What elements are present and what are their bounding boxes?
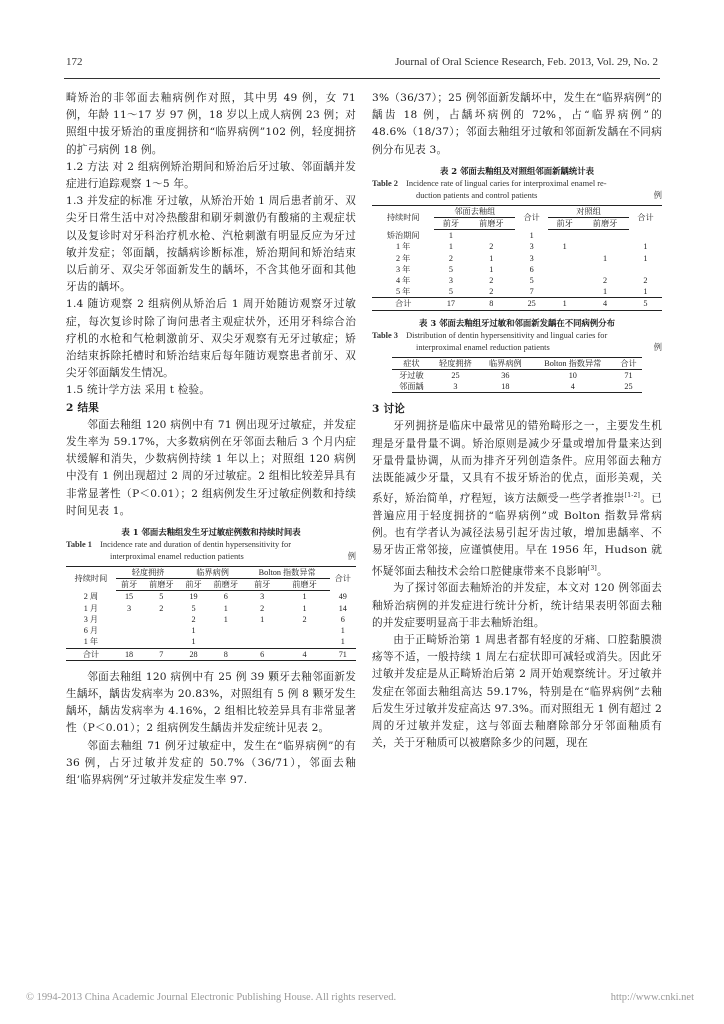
cell — [116, 625, 142, 636]
cell: 7 — [142, 648, 180, 660]
column-header: 症状 — [392, 357, 430, 369]
cell — [629, 230, 662, 242]
table-row — [372, 286, 662, 298]
cell: 合计 — [66, 648, 116, 660]
cell: 1 — [448, 231, 453, 241]
table-2-title-en-line1: Incidence rate of lingual caries for interproximal enamel re- — [406, 178, 607, 188]
paragraph — [372, 418, 662, 580]
cell: 36 — [501, 370, 510, 380]
table-total-row — [372, 298, 662, 310]
text-run: 。 — [596, 565, 608, 578]
sub-header: 前牙 — [245, 579, 280, 591]
cell: 5 — [448, 287, 453, 297]
cell: 3 — [127, 603, 132, 613]
table-1-title-en-line2: interproximal enamel reduction patients — [110, 552, 244, 562]
cell: 1 — [489, 264, 494, 274]
cell — [581, 264, 629, 275]
table-row — [392, 369, 641, 381]
cell: 1 — [191, 637, 196, 647]
section-1-5: 1.5 统计学方法 采用 t 检验。 — [66, 384, 211, 397]
section-heading-discussion: 3 讨论 — [372, 403, 406, 416]
section-1-4: 1.4 随访观察 2 组病例从矫治后 1 周开始随访观察牙过敏症，每次复诊时除了询问患者主观症状外，还用牙科综合治疗机的水枪和气枪刺激前牙、双尖牙观察有无牙过敏症；矫治结束拆除托槽时和矫治结束后每年随访观察患者前牙、双尖牙邻面龋发生情况。 — [66, 298, 356, 380]
table-2-grid — [372, 205, 662, 311]
cell — [279, 625, 329, 636]
cell: 8 — [467, 298, 515, 310]
right-column — [372, 90, 662, 752]
cell: 25 — [615, 381, 641, 393]
cell: 28 — [180, 648, 206, 660]
cell: 18 — [116, 648, 142, 660]
cell: 2 周 — [83, 592, 99, 602]
cell — [207, 625, 245, 636]
sub-header: 前牙 — [180, 579, 206, 591]
cell — [548, 264, 581, 275]
cell: 1 年 — [83, 637, 99, 647]
cell: 2 — [260, 603, 265, 613]
text-run: 。已普遍应用于轻度拥挤的“临界病例”或 Bolton 指数异常病例。也有学者认为减径法易引起牙齿过敏，增加患龋率、不易牙齿正常邻接，应谨慎使用。早在 1956 年，Hudson 就怀疑邻面去釉技术会给口腔健康带来不良影响 — [372, 492, 662, 578]
journal-citation: Journal of Oral Science Research, Feb. 2013, Vol. 29, No. 2 — [395, 56, 658, 68]
page-number: 172 — [66, 56, 83, 68]
cell: 1 — [603, 253, 608, 263]
cell: 合计 — [372, 298, 434, 310]
cell: 25 — [515, 298, 548, 310]
cell — [142, 614, 180, 625]
cell: 1 月 — [83, 603, 99, 613]
footer-url: http://www.cnki.net — [610, 992, 694, 1003]
table-row — [392, 381, 641, 393]
cell: 5 年 — [396, 287, 411, 297]
column-header: 持续时间 — [372, 205, 434, 229]
table-row — [66, 591, 356, 603]
cell: 1 — [448, 242, 453, 252]
cell — [548, 275, 581, 286]
column-header: 合计 — [615, 357, 641, 369]
table-2-title-en-line2-wrap — [372, 190, 662, 202]
sub-header: 前牙 — [116, 579, 142, 591]
cell: 18 — [480, 381, 530, 393]
section-1-2: 1.2 方法 对 2 组病例矫治期间和矫治后牙过敏、邻面龋并发症进行追踪观察 1～5 年。 — [66, 160, 356, 191]
cell: 2 — [603, 276, 608, 286]
cell: 5 — [448, 264, 453, 274]
cell: 2 — [489, 287, 494, 297]
cell: 5 — [191, 603, 196, 613]
text-run: 牙列拥挤是临床中最常见的错殆畸形之一，主要发生机理是牙量骨量不调。矫治原则是减少牙量或增加骨量来达到牙量骨量协调，从而为排齐牙列创造条件。应用邻面去釉方法既能减少牙量，又具有不拔牙矫治的优点，面形美观，关系好，矫治简单，疗程短，该方法颇受一些学者推崇 — [372, 420, 662, 505]
cell: 17 — [434, 298, 467, 310]
column-header: 轻度拥挤 — [430, 357, 480, 369]
cell: 邻面龋 — [392, 381, 430, 393]
cell: 1 — [643, 253, 648, 263]
cell: 7 — [529, 287, 534, 297]
cell — [548, 230, 581, 242]
cell: 8 — [207, 648, 245, 660]
table-1-unit: 例 — [347, 552, 356, 562]
citation: [1-2] — [624, 492, 641, 500]
cell — [467, 230, 515, 242]
cell: 49 — [338, 592, 347, 602]
column-header: 合计 — [515, 205, 548, 229]
cell: 2 — [643, 276, 648, 286]
page-footer — [0, 992, 724, 1006]
table-row — [66, 636, 356, 648]
cell: 1 — [340, 637, 345, 647]
cell: 2 — [448, 253, 453, 263]
table-2-unit: 例 — [653, 190, 662, 200]
cell: 25 — [451, 370, 460, 380]
cell — [629, 264, 662, 275]
table-1-title-en-line1: Incidence rate and duration of dentin hypersensitivity for — [100, 540, 292, 550]
cell: 1 — [489, 253, 494, 263]
column-group: 邻面去釉组 — [434, 205, 515, 217]
cell: 2 — [489, 242, 494, 252]
cell — [245, 625, 280, 636]
cell: 1 — [302, 592, 307, 602]
cell: 6 — [529, 264, 534, 274]
column-header: 临界病例 — [480, 357, 530, 369]
cell: 71 — [624, 370, 633, 380]
cell: 4 — [279, 648, 329, 660]
section-1-3: 1.3 并发症的标准 牙过敏，从矫治开始 1 周后患者前牙、双尖牙日常生活中对冷热酸甜和刷牙刺激仍有酸痛的主观症状以及复诊时对牙科治疗机水枪、汽枪刺激有明显反应为牙过敏并发症；邻面龋，按龋病诊断标准，矫治期间和矫治结束以后前牙、双尖牙邻面新发生的龋坏，不含其他牙面和其他牙齿的龋坏。 — [66, 195, 356, 294]
cell: 15 — [124, 592, 134, 602]
cell: 10 — [568, 370, 577, 380]
table-row — [372, 230, 662, 242]
table-3-title-cn: 表 3 邻面去釉组牙过敏和邻面新发龋在不同病例分布 — [419, 317, 615, 328]
table-1-grid — [66, 566, 356, 661]
cell: 2 — [191, 614, 196, 624]
cell: 3 — [260, 592, 265, 602]
copyright-notice: © 1994-2013 China Academic Journal Electronic Publishing House. All rights reserved. — [26, 992, 397, 1003]
cell: 1 — [302, 603, 307, 613]
table-2-title-cn: 表 2 邻面去釉组及对照组邻面新龋统计表 — [439, 165, 595, 176]
cell: 4 — [530, 381, 615, 393]
cell: 3 月 — [83, 614, 99, 624]
table-2-title-en — [372, 178, 662, 202]
cell: 牙过敏 — [399, 370, 424, 380]
cell: 5 — [629, 298, 662, 310]
cell: 6 — [223, 592, 228, 602]
table-1-title-cn: 表 1 邻面去釉组发生牙过敏症例数和持续时间表 — [121, 527, 301, 538]
running-header — [66, 56, 658, 74]
cell: 6 — [245, 648, 280, 660]
cell: 1 年 — [396, 242, 411, 252]
cell: 1 — [223, 603, 228, 613]
sub-header: 前磨牙 — [279, 579, 329, 591]
cell: 2 年 — [396, 253, 411, 263]
sub-header: 前磨牙 — [207, 579, 245, 591]
cell — [116, 636, 142, 648]
left-column — [66, 90, 356, 789]
table-3-title-en-line2-wrap — [372, 342, 662, 354]
cell: 3 — [448, 276, 453, 286]
paragraph: 邻面去釉组 120 病例中有 25 例 39 颗牙去釉邻面新发生龋坏，龋齿发病率为 20.83%，对照组有 5 例 8 颗牙发生龋坏，龋齿发病率为 4.16%，2 组相比较差异具有非常显著性（P＜0.01）；2 组病例发生龋齿并发症统计见表 2。 — [66, 670, 356, 735]
table-3-grid — [392, 357, 641, 394]
table-total-row — [66, 648, 356, 660]
table-3-label: Table 3 — [372, 330, 398, 340]
cell — [548, 286, 581, 298]
table-row — [372, 241, 662, 252]
cell: 6 — [340, 614, 345, 624]
column-header: 合计 — [629, 205, 662, 229]
cell — [142, 625, 180, 636]
table-3 — [372, 317, 662, 394]
cell: 1 — [260, 614, 265, 624]
cell: 2 — [159, 603, 164, 613]
cell: 3 — [430, 381, 480, 393]
column-group: 轻度拥挤 — [116, 567, 180, 579]
cell: 1 — [340, 626, 345, 636]
paragraph: 畸矫治的非邻面去釉病例作对照，其中男 49 例，女 71 例，年龄 11～17 岁 97 例，18 岁以上成人病例 23 例；对照组中拔牙矫治的重度拥挤和“临界病例”102 例，轻度拥挤的扩弓病例 18 例。 — [66, 92, 356, 156]
cell — [142, 636, 180, 648]
cell: 71 — [330, 648, 356, 660]
sub-header: 前牙 — [548, 218, 581, 230]
cell: 1 — [191, 626, 196, 636]
cell: 4 年 — [396, 276, 411, 286]
table-row — [66, 614, 356, 625]
table-1-title-en — [66, 539, 356, 563]
table-2 — [372, 165, 662, 311]
sub-header: 前牙 — [434, 218, 467, 230]
column-header: Bolton 指数异常 — [530, 357, 615, 369]
cell — [581, 230, 629, 242]
sub-header: 前磨牙 — [142, 579, 180, 591]
paragraph: 3%（36/37）；25 例邻面新发龋坏中，发生在“临界病例”的龋齿 18 例，占龋坏病例的 72%，占“临界病例”的 48.6%（18/37）；邻面去釉组牙过敏和邻面新发龋在不同病例分布见表 3。 — [372, 92, 662, 156]
sub-header: 前磨牙 — [581, 218, 629, 230]
cell — [207, 636, 245, 648]
table-row — [372, 275, 662, 286]
paragraph: 为了探讨邻面去釉矫治的并发症，本文对 120 例邻面去釉矫治病例的并发症进行统计分析，统计结果表明邻面去釉的并发症要明显高于非去釉矫治组。 — [372, 582, 662, 629]
paragraph: 邻面去釉组 120 病例中有 71 例出现牙过敏症，并发症发生率为 59.17%，大多数病例在牙邻面去釉后 3 个月内症状缓解和消失，少数病例持续 1 年以上；对照组 120 病例中没有 1 例出现超过 2 周的牙过敏症。2 组相比较差异具有非常显著性（P＜0.01）；2 组病例发生牙过敏症例数和持续时间见表 1。 — [66, 418, 356, 517]
cell: 矫治期间 — [386, 230, 420, 240]
cell: 5 — [529, 276, 534, 286]
table-2-title-en-line2: duction patients and control patients — [416, 190, 538, 200]
cell — [548, 253, 581, 264]
cell: 1 — [643, 287, 648, 297]
table-row — [66, 603, 356, 614]
cell: 1 — [643, 242, 648, 252]
sub-header: 前磨牙 — [467, 218, 515, 230]
table-row — [372, 253, 662, 264]
column-header: 合计 — [330, 567, 356, 591]
cell: 1 — [562, 242, 567, 252]
cell: 3 年 — [396, 264, 411, 274]
cell: 2 — [302, 614, 307, 624]
column-group: 对照组 — [548, 205, 629, 217]
column-header: 持续时间 — [66, 567, 116, 591]
paragraph: 由于正畸矫治第 1 周患者都有轻度的牙痛、口腔黏膜溃疡等不适，一般持续 1 周左右症状即可减轻或消失。因此牙过敏并发症是从正畸矫治后第 2 周开始观察统计。牙过敏并发症在邻面去釉组高达 59.17%，特别是在“临界病例”去釉后发生牙过敏并发症高达 97.3%。而对照组无 1 例有超过 2 周的牙过敏并发症，这与邻面去釉磨除部分牙邻面釉质有关，关于牙釉质可以被磨除多少的问题，现在 — [372, 633, 662, 750]
cell: 3 — [529, 242, 534, 252]
cell: 1 — [223, 614, 228, 624]
cell — [279, 636, 329, 648]
table-2-label: Table 2 — [372, 178, 398, 188]
table-1-label: Table 1 — [66, 540, 92, 550]
cell: 1 — [548, 298, 581, 310]
cell: 2 — [489, 276, 494, 286]
cell: 6 月 — [83, 626, 99, 636]
table-row — [372, 264, 662, 275]
table-3-title-en-line1: Distribution of dentin hypersensitivity and lingual caries for — [406, 330, 608, 340]
cell: 14 — [338, 603, 347, 613]
table-3-title-en — [372, 330, 662, 354]
cell — [245, 636, 280, 648]
header-rule — [64, 78, 660, 79]
table-1 — [66, 526, 356, 661]
cell: 1 — [529, 230, 534, 240]
table-3-unit: 例 — [653, 342, 662, 352]
paragraph: 邻面去釉组 71 例牙过敏症中，发生在“临界病例”的有 36 例，占牙过敏并发症的 50.7%（36/71），邻面去釉组’临界病例”牙过敏并发症发生率 97. — [66, 739, 356, 786]
cell: 19 — [189, 592, 198, 602]
table-1-title-en-line2-wrap — [66, 551, 356, 563]
cell — [581, 241, 629, 252]
column-group: 临界病例 — [180, 567, 244, 579]
citation: [3] — [587, 564, 597, 572]
cell: 4 — [581, 298, 629, 310]
table-row — [66, 625, 356, 636]
cell: 1 — [603, 287, 608, 297]
column-group: Bolton 指数异常 — [245, 567, 330, 579]
cell: 5 — [159, 592, 164, 602]
cell: 3 — [529, 253, 534, 263]
cell — [116, 614, 142, 625]
section-heading-results: 2 结果 — [66, 401, 100, 414]
table-3-title-en-line2: interproximal enamel reduction patients — [416, 342, 550, 352]
